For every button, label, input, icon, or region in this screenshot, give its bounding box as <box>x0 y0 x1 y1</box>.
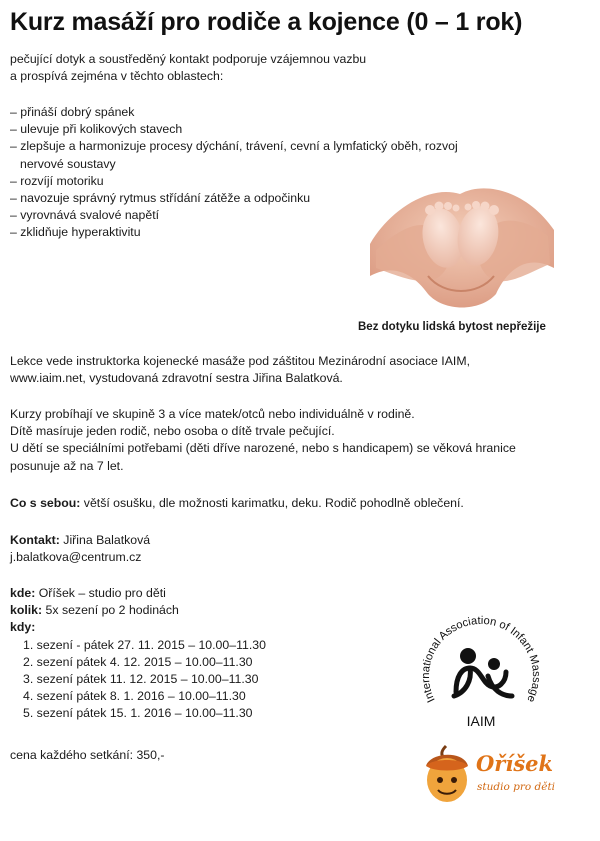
orisek-brand-name: Oříšek <box>476 751 554 776</box>
photo-caption: Bez dotyku lidská bytost nepřežije <box>358 321 546 333</box>
orisek-tagline: studio pro děti <box>477 781 556 793</box>
baby-feet-in-hands-photo <box>368 172 556 314</box>
session-item: 5. sezení pátek 15. 1. 2016 – 10.00–11.30 <box>23 706 253 721</box>
hazelnut-mascot-icon <box>420 744 474 808</box>
list-item: – zklidňuje hyperaktivitu <box>10 224 470 241</box>
contact-name: Jiřina Balatková <box>59 533 151 547</box>
intro <box>10 51 366 85</box>
list-item: – rozvíjí motoriku <box>10 173 470 190</box>
where-label: kde: <box>10 586 36 600</box>
iaim-ring-text: International Association of Infant Massage <box>419 614 543 705</box>
iaim-acronym: IAIM <box>466 713 496 729</box>
bring-text: větší osušku, dle možnosti karimatku, deku. Rodič pohodlně oblečení. <box>80 496 464 510</box>
how-much-text: 5x sezení po 2 hodinách <box>42 603 179 618</box>
price <box>10 747 165 764</box>
session-item: 4. sezení pátek 8. 1. 2016 – 10.00–11.30 <box>23 689 246 704</box>
where-text: Oříšek – studio pro děti <box>35 586 166 600</box>
text-line: Dítě masíruje jeden rodič, nebo osoba o dítě trvale pečující. <box>10 424 335 439</box>
text-line: www.iaim.net, vystudovaná zdravotní sestra Jiřina Balatková. <box>10 371 343 386</box>
what-to-bring <box>10 495 464 512</box>
list-item: – ulevuje při kolikových stavech <box>10 121 470 138</box>
list-item: – přináší dobrý spánek <box>10 104 470 121</box>
contact-email: j.balatkova@centrum.cz <box>10 550 142 565</box>
group-info <box>10 406 516 475</box>
when-label: kdy: <box>10 620 36 635</box>
intro-line: a prospívá zejména v těchto oblastech: <box>10 69 224 84</box>
intro-line: pečující dotyk a soustředěný kontakt podporuje vzájemnou vazbu <box>10 52 367 66</box>
iaim-logo <box>412 606 550 744</box>
list-item: – zlepšuje a harmonizuje procesy dýchání, trávení, cevní a lymfatický oběh, rozvoj nervové soustavy <box>10 138 472 172</box>
session-item: 1. sezení - pátek 27. 11. 2015 – 10.00–11.30 <box>23 637 266 652</box>
list-item: – vyrovnává svalové napětí <box>10 207 470 224</box>
how-much-label: kolik: <box>10 603 43 618</box>
contact <box>10 532 150 566</box>
sessions-list <box>10 637 266 723</box>
text-line: Kurzy probíhají ve skupině 3 a více matek/otců nebo individuálně v rodině. <box>10 407 415 421</box>
orisek-logo <box>420 744 570 808</box>
price-text: cena každého setkání: 350,- <box>10 748 165 762</box>
text-line: posunuje až na 7 let. <box>10 458 124 473</box>
session-item: 2. sezení pátek 4. 12. 2015 – 10.00–11.30 <box>23 654 253 669</box>
iaim-mother-child-icon <box>454 648 512 696</box>
instructor-info <box>10 353 470 387</box>
bring-label: Co s sebou: <box>10 496 81 510</box>
page-title: Kurz masáží pro rodiče a kojence (0 – 1 rok) <box>10 8 523 36</box>
course-details <box>10 585 266 723</box>
text-line: U dětí se speciálními potřebami (děti dříve narozené, nebo s handicapem) se věková hranice <box>10 441 516 456</box>
list-item: – navozuje správný rytmus střídání zátěže a odpočinku <box>10 190 470 207</box>
session-item: 3. sezení pátek 11. 12. 2015 – 10.00–11.30 <box>23 672 259 687</box>
text-line: Lekce vede instruktorka kojenecké masáže pod záštitou Mezinárodní asociace IAIM, <box>10 354 471 368</box>
contact-label: Kontakt: <box>10 533 60 547</box>
